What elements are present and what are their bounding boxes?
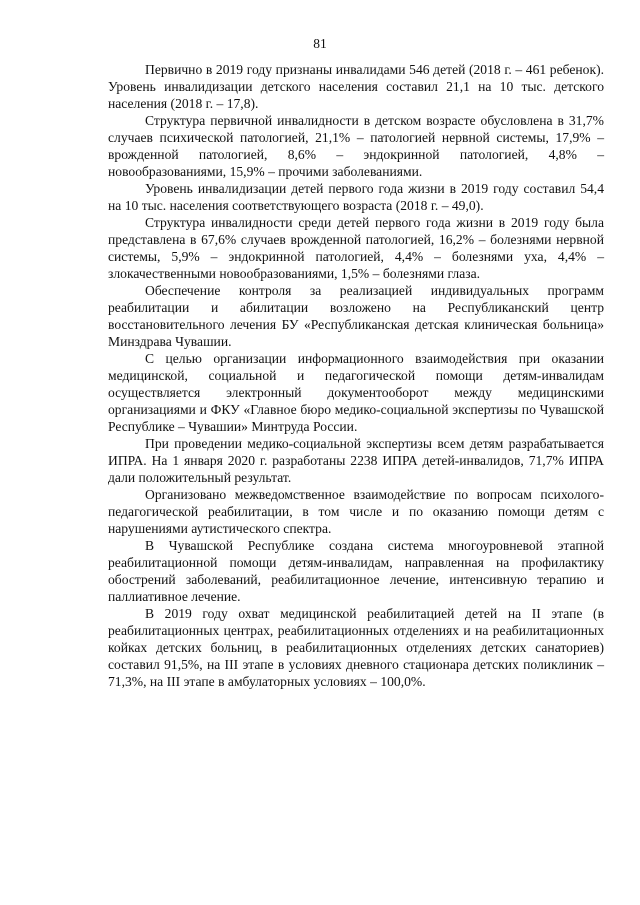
paragraph-rehabilitation-control: Обеспечение контроля за реализацией индивидуальных программ реабилитации и абилитации возложено на Республиканский центр восстановительного лечения БУ «Республиканская детская клиническая больница» Минздрава Чувашии. (108, 283, 604, 349)
paragraph-disability-structure: Структура первичной инвалидности в детском возрасте обусловлена в 31,7% случаев психической патологией, 21,1% – патологией нервной системы, 17,9% – врожденной патологией, 8,6% – эндокринной патологией, 4,8% – новообразованиями, 15,9% – прочими заболеваниями. (108, 113, 604, 179)
body-text (108, 61, 604, 690)
paragraph-ipra: При проведении медико-социальной экспертизы всем детям разрабатывается ИПРА. На 1 января 2020 г. разработаны 2238 ИПРА детей-инвалидов, 71,7% ИПРА дали положительный результат. (108, 436, 604, 485)
paragraph-infant-disability-structure: Структура инвалидности среди детей первого года жизни в 2019 году была представлена в 67,6% случаев врожденной патологией, 16,2% – болезнями нервной системы, 5,9% – эндокринной патологией, 4,4% – болезнями уха, 4,4% – злокачественными новообразованиями, 1,5% – болезнями глаза. (108, 215, 604, 281)
paragraph-information-exchange: С целью организации информационного взаимодействия при оказании медицинской, социальной и педагогической помощи детям-инвалидам осуществляется электронный документооборот между медицинскими организациями и ФКУ «Главное бюро медико-социальной экспертизы по Чувашской Республике – Чувашии» Минтруда России. (108, 351, 604, 434)
page-number: 81 (313, 36, 327, 51)
paragraph-rehabilitation-system: В Чувашской Республике создана система многоуровневой этапной реабилитационной помощи детям-инвалидам, направленная на профилактику обострений заболеваний, реабилитационное лечение, интенсивную терапию и паллиативное лечение. (108, 538, 604, 604)
paragraph-interagency: Организовано межведомственное взаимодействие по вопросам психолого-педагогической реабилитации, в том числе и по оказанию помощи детям с нарушениями аутистического спектра. (108, 487, 604, 536)
paragraph-primary-disability: Первично в 2019 году признаны инвалидами 546 детей (2018 г. – 461 ребенок). Уровень инвалидизации детского населения составил 21,1 на 10 тыс. детского населения (2018 г. – 17,8). (108, 62, 604, 111)
paragraph-infant-disability-level: Уровень инвалидизации детей первого года жизни в 2019 году составил 54,4 на 10 тыс. населения соответствующего возраста (2018 г. – 49,0). (108, 181, 604, 213)
paragraph-rehabilitation-coverage: В 2019 году охват медицинской реабилитацией детей на II этапе (в реабилитационных центрах, реабилитационных отделениях и на реабилитационных койках детских больниц, в реабилитационных отделениях детских санаториев) составил 91,5%, на III этапе в условиях дневного стационара детских поликлиник – 71,3%, на III этапе в амбулаторных условиях – 100,0%. (108, 606, 604, 689)
